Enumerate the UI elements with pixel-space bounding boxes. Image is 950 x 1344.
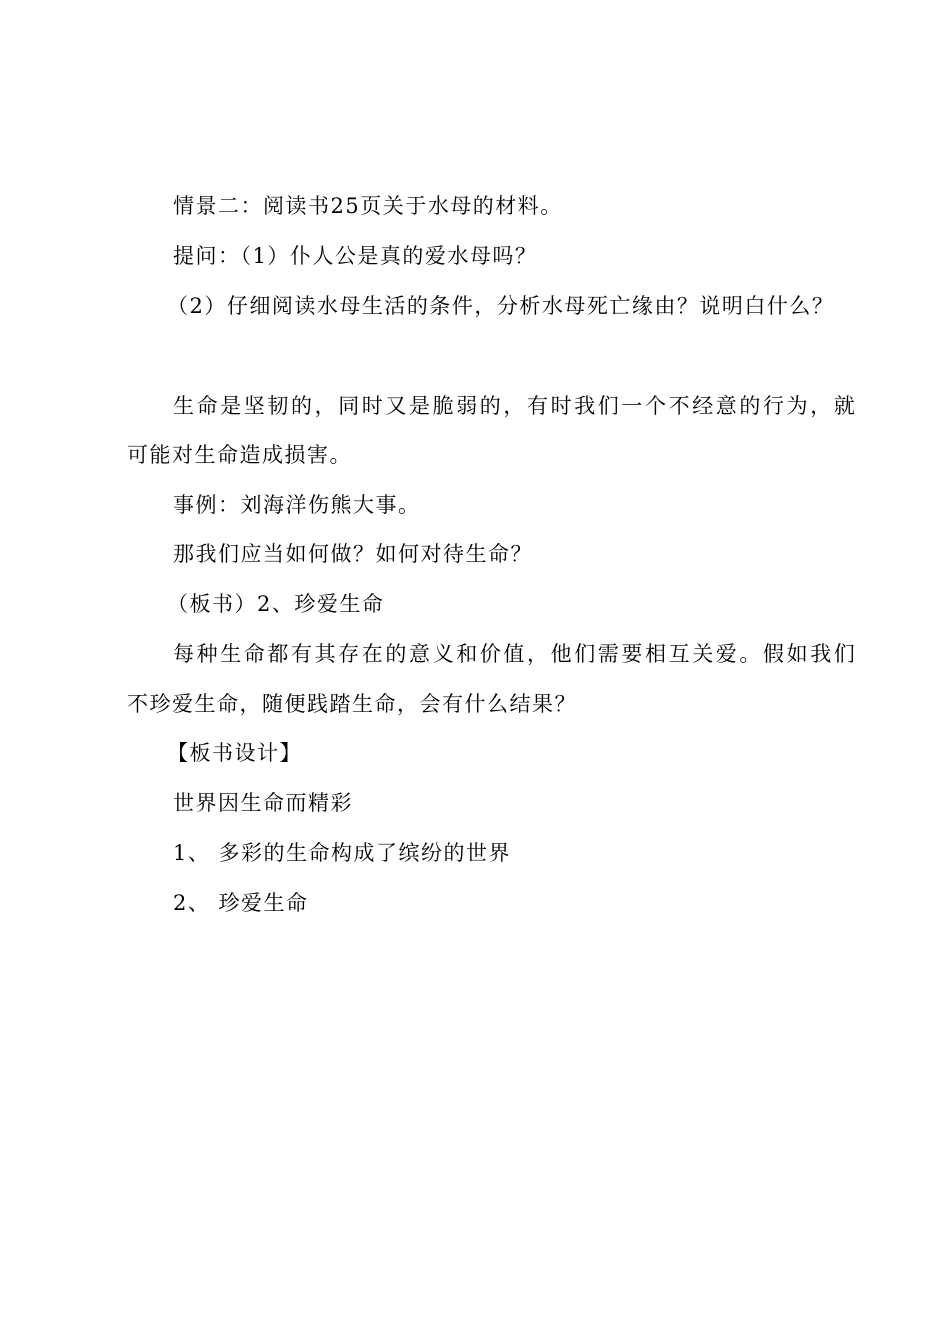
board-note-cherish-life: （板书）2、珍爱生命: [167, 592, 385, 616]
value-paragraph-line-1: 每种生命都有其存在的意义和价值，他们需要相互关爱。假如我们: [173, 642, 858, 666]
question-two-line: （2）仔细阅读水母生活的条件，分析水母死亡缘由？说明白什么？: [167, 294, 835, 318]
board-point-1: 1、 多彩的生命构成了缤纷的世界: [173, 841, 512, 865]
board-title: 世界因生命而精彩: [173, 791, 353, 815]
how-to-treat-life-line: 那我们应当如何做？如何对待生命？: [173, 542, 533, 566]
life-fragile-paragraph-line-2: 可能对生命造成损害。: [127, 443, 352, 467]
board-point-2: 2、 珍爱生命: [173, 891, 309, 915]
value-paragraph-line-2: 不珍爱生命，随便践踏生命，会有什么结果？: [127, 692, 577, 716]
question-one-line: 提问：（1）仆人公是真的爱水母吗？: [173, 244, 538, 268]
life-fragile-paragraph-line-1: 生命是坚韧的，同时又是脆弱的，有时我们一个不经意的行为，就: [173, 394, 858, 418]
board-design-heading: 【板书设计】: [167, 741, 302, 765]
example-line: 事例：刘海洋伤熊大事。: [173, 493, 421, 517]
scenario-two-line: 情景二：阅读书25页关于水母的材料。: [173, 194, 563, 218]
